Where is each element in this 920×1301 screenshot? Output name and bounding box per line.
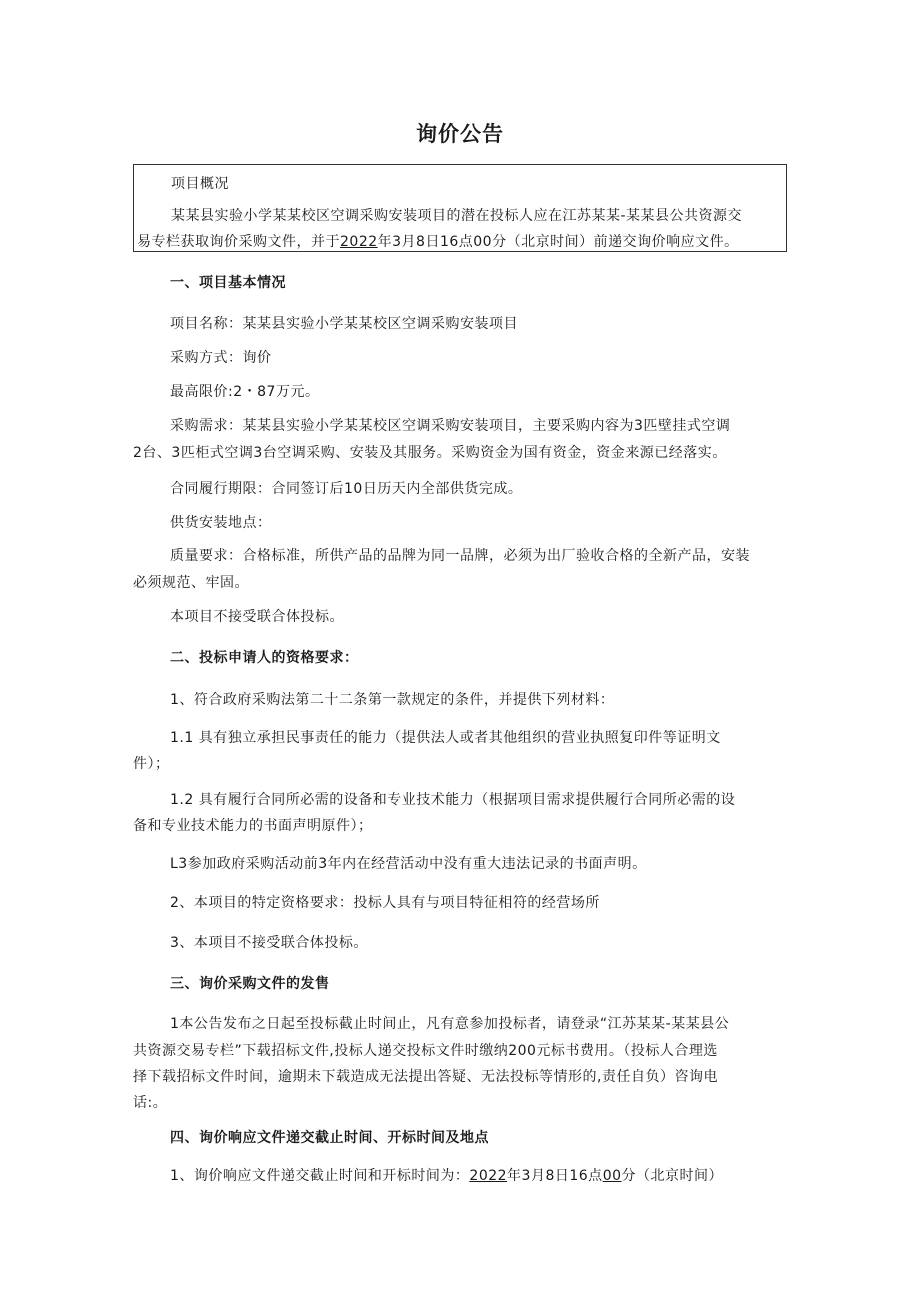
deadline-minute: 00 [602,1168,622,1184]
section-2-heading: 二、投标申请人的资格要求： [170,650,359,666]
deadline-item-1-post: 分（北京时间） [621,1168,724,1184]
overview-deadline-year: 2022 [340,234,378,250]
max-price: 最高限价:2・87万元。 [170,384,320,400]
sale-paragraph-line-2: 共资源交易专栏”下载招标文件,投标人递交投标文件时缴纳200元标书费用。（投标人合理选 [133,1043,718,1059]
overview-label: 项目概况 [171,176,229,192]
overview-line-2-pre: 易专栏获取询价采购文件，并于 [137,234,340,250]
qualification-item-1-3: L3参加政府采购活动前3年内在经营活动中没有重大违法记录的书面声明。 [170,856,647,872]
project-overview-box [133,164,787,252]
contract-period: 合同履行期限：合同签订后10日历天内全部供货完成。 [170,481,523,497]
procurement-demand-line-2: 2台、3匹柜式空调3台空调采购、安装及其服务。采购资金为国有资金，资金来源已经落实。 [133,445,727,461]
qualification-item-1: 1、符合政府采购法第二十二条第一款规定的条件，并提供下列材料： [170,692,615,708]
quality-requirement-line-1: 质量要求：合格标准，所供产品的品牌为同一品牌，必须为出厂验收合格的全新产品，安装 [170,548,750,564]
qualification-item-1-1-line-2: 件）； [133,756,170,772]
procurement-method: 采购方式：询价 [170,350,272,366]
qualification-item-1-1-line-1: 1.1 具有独立承担民事责任的能力（提供法人或者其他组织的营业执照复印件等证明文 [170,730,721,746]
overview-line-2 [137,231,739,251]
procurement-demand-line-1: 采购需求：某某县实验小学某某校区空调采购安装项目，主要采购内容为3匹壁挂式空调 [170,418,731,434]
section-1-heading: 一、项目基本情况 [170,275,286,291]
deadline-item-1 [170,1165,788,1185]
deadline-item-1-mid: 年3月8日16点 [507,1168,603,1184]
overview-line-1: 某某县实验小学某某校区空调采购安装项目的潜在投标人应在江苏某某-某某县公共资源交 [171,208,743,224]
delivery-location: 供货安装地点： [170,515,272,531]
section-4-heading: 四、询价响应文件递交截止时间、开标时间及地点 [170,1130,489,1146]
no-joint-bid-note: 本项目不接受联合体投标。 [170,609,344,625]
qualification-item-1-2-line-2: 备和专业技术能力的书面声明原件）； [133,818,373,834]
qualification-item-2: 2、本项目的特定资格要求：投标人具有与项目特征相符的经营场所 [170,895,600,911]
sale-paragraph-line-1: 1本公告发布之日起至投标截止时间止，凡有意参加投标者，请登录“江苏某某-某某县公 [170,1016,730,1032]
sale-paragraph-line-3: 择下载招标文件时间，逾期未下载造成无法提出答疑、无法投标等情形的,责任自负）咨询电 [133,1069,718,1085]
project-name: 项目名称：某某县实验小学某某校区空调采购安装项目 [170,316,518,332]
deadline-item-1-pre: 1、询价响应文件递交截止时间和开标时间为： [170,1168,470,1184]
sale-paragraph-line-4: 话:。 [133,1095,168,1111]
overview-line-2-post: 年3月8日16点00分（北京时间）前递交询价响应文件。 [377,234,739,250]
qualification-item-1-2-line-1: 1.2 具有履行合同所必需的设备和专业技术能力（根据项目需求提供履行合同所必需的设 [170,792,736,808]
deadline-year: 2022 [469,1168,508,1184]
page-title: 询价公告 [416,122,504,146]
qualification-item-3: 3、本项目不接受联合体投标。 [170,935,368,951]
quality-requirement-line-2: 必须规范、牢固。 [133,575,249,591]
section-3-heading: 三、询价采购文件的发售 [170,976,330,992]
